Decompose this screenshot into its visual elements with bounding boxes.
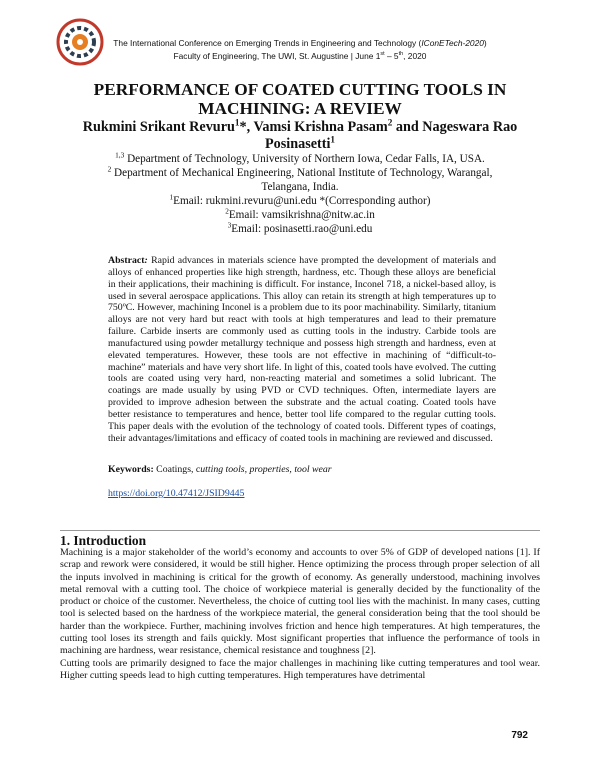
doi-link[interactable]: https://doi.org/10.47412/JSID9445 (108, 488, 245, 499)
author-name: Rukmini Srikant Revuru (82, 119, 235, 135)
email-3[interactable]: $^3$Email: posinasetti.rao@uni.edu (227, 221, 373, 235)
conference-venue-line: Faculty of Engineering, The UWI, St. Augustine | June 1st – 5th, 2020 (173, 51, 427, 61)
affiliation-2-cont: Telangana, India. (261, 181, 339, 193)
abstract-text: Rapid advances in materials science have prompted the development of materials and alloys of enhanced properties like high strength, hardness, etc. Though these alloys are beneficial in their applications, their machining is difficult. For instance, Inconel 718, a nickel-based alloy, is used in several aerospace applications. This alloy can retain its strength at high temperatures up to 750ºC. However, machining Inconel is a problem due to its poor machinability. Similarly, titanium alloys are not very hard but react with tools at high temperatures and lead to their premature failure. Carbide inserts are commonly used as cutting tools in the industry. Carbide tools are manufactured using powder metallurgy technique and possess high strength and hardness, even at elevated temperatures. However, these tools are not effective in machining of “difficult-to-machine” materials and have very short life. In light of this, coated tools have evolved. The cutting tools are coated using very hard, non-reacting material and sometimes a solid lubricant. The coatings are made usually by using PVD or CVD techniques. Often, intermediate layers are provided to improve adhesion between the substrate and the actual coating. Coated tools have better resistance to temperatures and hence, better tool life compared to the regular cutting tools. This paper deals with the evolution of the technology of coated tools. Different types of coatings, their advantages/limitations and efficacy of coated tools in machining are reviewed and discussed. (108, 255, 497, 444)
paragraph: Machining is a major stakeholder of the world’s economy and accounts to over 5% of GDP of developed nations [1]. If scrap and rework were considered, it would be still higher. Hence optimizing the process through proper selection of all the inputs involved in machining is critical for the growth of economy. As generally understood, machining involves metal removal with a cutting tool. The choice of workpiece material is generally decided by the functionality of the product or choice of the customer. Nevertheless, the choice of cutting tool lies with the machinist. In many cases, cutting tool is selected based on the hardness of the workpiece material, the general consideration being that the tool should be harder than the workpiece. Further, machining involves friction and hence high temperatures. At high temperatures, the cutting tool loses its strength and fails quickly. Most significant properties that influence the performance of tools in machining are hardness, wear resistance, chemical resistance and toughness [2]. (60, 547, 540, 657)
abstract: Abstract: Rapid advances in materials science have prompted the development of materials and alloys of enhanced properties like high strength, hardness, etc. Though these alloys are beneficial in their applications, their machining is difficult. For instance, Inconel 718, a nickel-based alloy, is used in several aerospace applications. This alloy can retain its strength at high temperatures up to 750ºC. However, machining Inconel is a problem due to its poor machinability. Similarly, titanium alloys are not very hard but react with tools at high temperatures and lead to their premature failure. Carbide inserts are commonly used as cutting tools in the industry. Carbide tools are manufactured using powder metallurgy technique and possess high strength and hardness, even at elevated temperatures. However, these tools are not effective in machining of “difficult-to-machine” materials and have very short life. In light of this, coated tools have evolved. The cutting tools are coated using very hard, non-reacting material and sometimes a solid lubricant. The coatings are made usually by using PVD or CVD techniques. Often, intermediate layers are provided to improve adhesion between the substrate and the actual coating. Coated tools have better resistance to temperatures and hence, better tool life compared to the regular cutting tools. This paper deals with the evolution of the technology of coated tools. Different types of coatings, their advantages/limitations and efficacy of coated tools in machining are reviewed and discussed. (108, 255, 497, 444)
keywords: Keywords: Coatings, cutting tools, properties, tool wear (108, 464, 332, 475)
section-heading: 1. Introduction (60, 533, 147, 548)
email-1[interactable]: $^1$Email: rukmini.revuru@uni.edu *(Corresponding author) (169, 193, 431, 207)
section-divider (60, 530, 540, 531)
author-name: Nageswara Rao (422, 119, 518, 135)
email-2[interactable]: $^2$Email: vamsikrishna@nitw.ac.in (225, 207, 375, 221)
author-list: Rukmini Srikant Revuru$^1$*, Vamsi Krishna Pasam$^2$ and Nageswara Rao Posinasetti$^1$ (82, 117, 518, 152)
affiliation-1: $^{1,3}$ Department of Technology, University of Northern Iowa, Cedar Falls, IA, USA. (115, 151, 485, 165)
page-number: 792 (511, 730, 528, 741)
section-body (60, 547, 540, 682)
affiliation-2: $^2$ Department of Mechanical Engineering, National Institute of Technology, Warangal, (107, 165, 493, 179)
paper-title: PERFORMANCE OF COATED CUTTING TOOLS IN MACHINING: A REVIEW (93, 80, 507, 118)
conference-title-line: The International Conference on Emerging Trends in Engineering and Technology (IConETech-2020) (113, 38, 487, 48)
paragraph: Cutting tools are primarily designed to face the major challenges in machining like cutting temperatures and tool wear. Higher cutting speeds lead to high cutting temperatures. High temperatures have detrimental (60, 657, 540, 681)
author-name: Vamsi Krishna Pasam (253, 119, 388, 135)
abstract-label: Abstract (108, 255, 145, 266)
